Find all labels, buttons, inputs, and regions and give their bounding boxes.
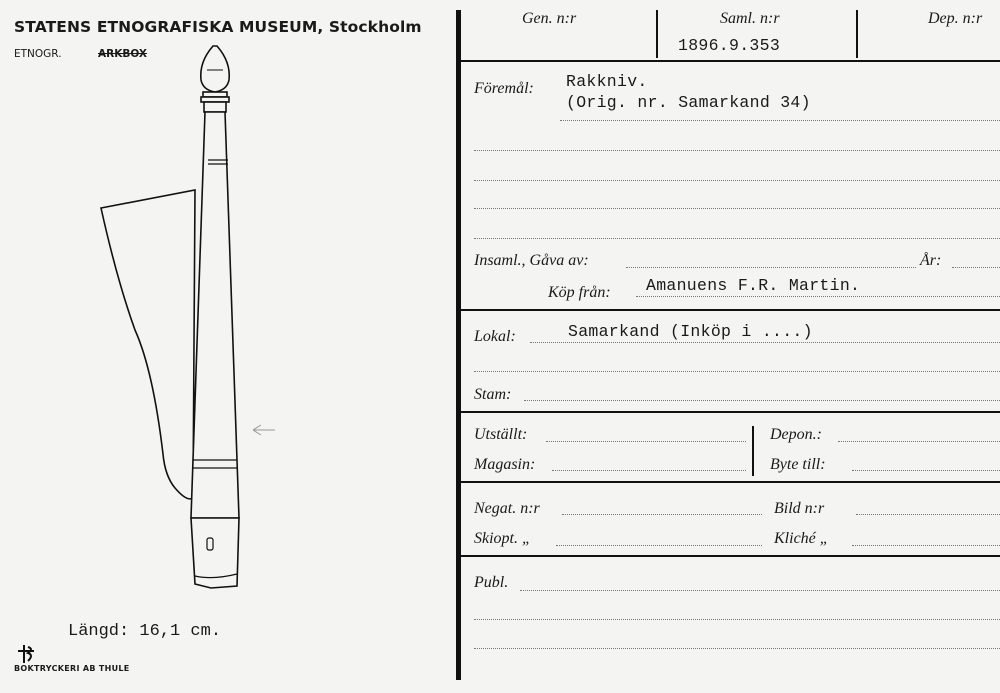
- skiopt-label: Skiopt. „: [474, 530, 531, 547]
- foremal-value-line1: Rakkniv.: [566, 72, 648, 91]
- header-divider-1: [656, 10, 658, 58]
- museum-city: Stockholm: [328, 18, 422, 36]
- saml-number-value: 1896.9.353: [678, 36, 781, 55]
- storage-divider: [752, 426, 754, 476]
- kliche-label: Kliché „: [774, 530, 829, 547]
- category-label: ETNOGR.: [14, 48, 62, 60]
- card-left-border: [456, 10, 461, 680]
- foremal-value-line2: (Orig. nr. Samarkand 34): [566, 93, 811, 112]
- rule-storage: [460, 481, 1000, 483]
- saml-number-label: Saml. n:r: [720, 10, 780, 27]
- byte-label: Byte till:: [770, 456, 826, 473]
- stam-label: Stam:: [474, 386, 512, 403]
- museum-title: [14, 18, 422, 36]
- lokal-label: Lokal:: [474, 328, 516, 345]
- razor-blade: [101, 190, 195, 499]
- printer-name: BOKTRYCKERI AB THULE: [14, 664, 130, 673]
- gen-number-label: Gen. n:r: [522, 10, 577, 27]
- foremal-label: Föremål:: [474, 80, 534, 97]
- rule-header: [460, 60, 1000, 62]
- rule-foremal: [460, 309, 1000, 311]
- publ-label: Publ.: [474, 574, 509, 591]
- printer-logo-icon: [14, 643, 38, 665]
- utstallt-label: Utställt:: [474, 426, 528, 443]
- handle-shaft: [191, 112, 239, 518]
- depon-label: Depon.:: [770, 426, 822, 443]
- insaml-label: Insaml., Gåva av:: [474, 252, 589, 269]
- rule-photo: [460, 555, 1000, 557]
- dep-number-label: Dep. n:r: [928, 10, 983, 27]
- rule-lokal: [460, 411, 1000, 413]
- bild-label: Bild n:r: [774, 500, 825, 517]
- year-label: År:: [920, 252, 942, 269]
- kop-value: Amanuens F.R. Martin.: [646, 276, 861, 295]
- object-length: Längd: 16,1 cm.: [68, 622, 222, 641]
- handle-finial: [201, 46, 230, 92]
- kop-label: Köp från:: [548, 284, 611, 301]
- magasin-label: Magasin:: [474, 456, 536, 473]
- negat-label: Negat. n:r: [474, 500, 540, 517]
- museum-name: STATENS ETNOGRAFISKA MUSEUM,: [14, 18, 324, 36]
- header-divider-2: [856, 10, 858, 58]
- razor-drawing: [95, 40, 275, 600]
- lokal-value: Samarkand (Inköp i ....): [568, 322, 813, 341]
- archive-stamp: ARKBOX: [98, 48, 147, 60]
